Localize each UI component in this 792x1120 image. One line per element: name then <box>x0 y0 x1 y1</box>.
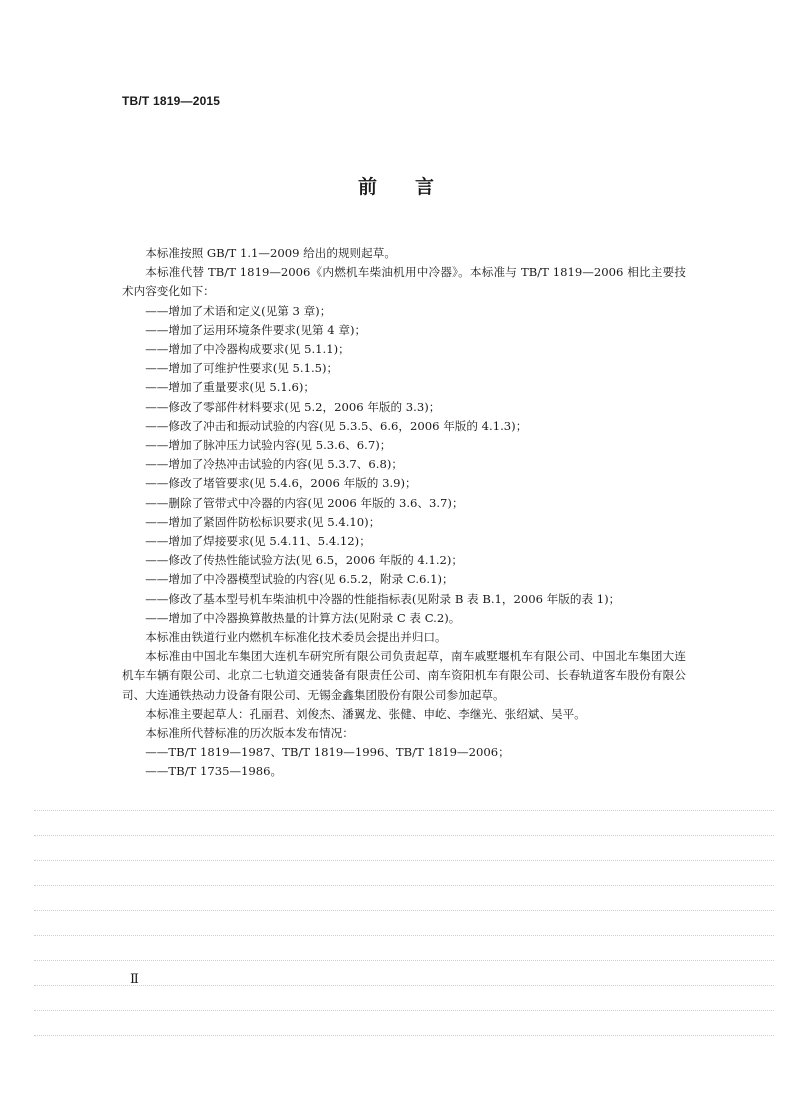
dotted-rule <box>34 985 774 986</box>
blank-ruled-area <box>34 810 774 1060</box>
change-item: ——增加了运用环境条件要求(见第 4 章)； <box>145 322 367 337</box>
change-item: ——增加了中冷器模型试验的内容(见 6.5.2，附录 C.6.1)； <box>145 572 454 587</box>
history-intro-paragraph: 本标准所代替标准的历次版本发布情况： <box>145 726 354 741</box>
change-item: ——增加了术语和定义(见第 3 章)； <box>145 303 332 318</box>
change-item: ——修改了传热性能试验方法(见 6.5，2006 年版的 4.1.2)； <box>145 553 464 568</box>
page-title: 前言 <box>357 176 472 198</box>
drafters-paragraph: 本标准主要起草人：孔丽君、刘俊杰、潘翼龙、张健、申屹、李继光、张绍斌、吴平。 <box>145 706 586 721</box>
page-number: Ⅱ <box>130 972 139 987</box>
history-item: ——TB/T 1735—1986。 <box>145 764 283 779</box>
change-item: ——增加了脉冲压力试验内容(见 5.3.6、6.7)； <box>145 438 392 453</box>
change-item: ——增加了焊接要求(见 5.4.11、5.4.12)； <box>145 534 371 549</box>
change-item: ——增加了中冷器构成要求(见 5.1.1)； <box>145 342 350 357</box>
dotted-rule <box>34 1010 774 1011</box>
change-item: ——修改了堵管要求(见 5.4.6，2006 年版的 3.9)； <box>145 476 417 491</box>
change-item: ——增加了冷热冲击试验的内容(见 5.3.7、6.8)； <box>145 457 403 472</box>
standard-code-header: TB/T 1819—2015 <box>122 94 221 108</box>
dotted-rule <box>34 835 774 836</box>
dotted-rule <box>34 810 774 811</box>
replacement-paragraph: 本标准代替 TB/T 1819—2006《内燃机车柴油机用中冷器》。本标准与 TB/T 1819—2006 相比主要技术内容变化如下： <box>122 265 686 299</box>
change-item: ——修改了基本型号机车柴油机中冷器的性能指标表(见附录 B 表 B.1，2006 年版的表 1)； <box>145 591 621 606</box>
change-item: ——增加了紧固件防松标识要求(见 5.4.10)； <box>145 514 381 529</box>
history-list <box>122 743 686 781</box>
drafting-rule-paragraph: 本标准按照 GB/T 1.1—2009 给出的规则起草。 <box>145 246 396 260</box>
dotted-rule <box>34 885 774 886</box>
foreword-body <box>122 244 686 782</box>
changes-list <box>122 302 686 628</box>
dotted-rule <box>34 935 774 936</box>
history-item: ——TB/T 1819—1987、TB/T 1819—1996、TB/T 1819—2006； <box>145 745 510 760</box>
dotted-rule <box>34 1035 774 1036</box>
change-item: ——删除了管带式中冷器的内容(见 2006 年版的 3.6、3.7)； <box>145 495 464 510</box>
change-item: ——增加了重量要求(见 5.1.6)； <box>145 380 315 395</box>
dotted-rule <box>34 960 774 961</box>
change-item: ——增加了中冷器换算散热量的计算方法(见附录 C 表 C.2)。 <box>145 610 461 625</box>
dotted-rule <box>34 910 774 911</box>
drafting-units-paragraph: 本标准由中国北车集团大连机车研究所有限公司负责起草，南车戚墅堰机车有限公司、中国北车集团大连机车车辆有限公司、北京二七轨道交通装备有限责任公司、南车资阳机车有限公司、长春轨道客车股份有限公司、大连通铁热动力设备有限公司、无锡金鑫集团股份有限公司参加起草。 <box>122 649 686 702</box>
change-item: ——修改了冲击和振动试验的内容(见 5.3.5、6.6，2006 年版的 4.1.3)； <box>145 418 528 433</box>
proposer-paragraph: 本标准由铁道行业内燃机车标准化技术委员会提出并归口。 <box>145 630 447 645</box>
change-item: ——修改了零部件材料要求(见 5.2，2006 年版的 3.3)； <box>145 399 441 414</box>
change-item: ——增加了可维护性要求(见 5.1.5)； <box>145 361 339 376</box>
dotted-rule <box>34 860 774 861</box>
